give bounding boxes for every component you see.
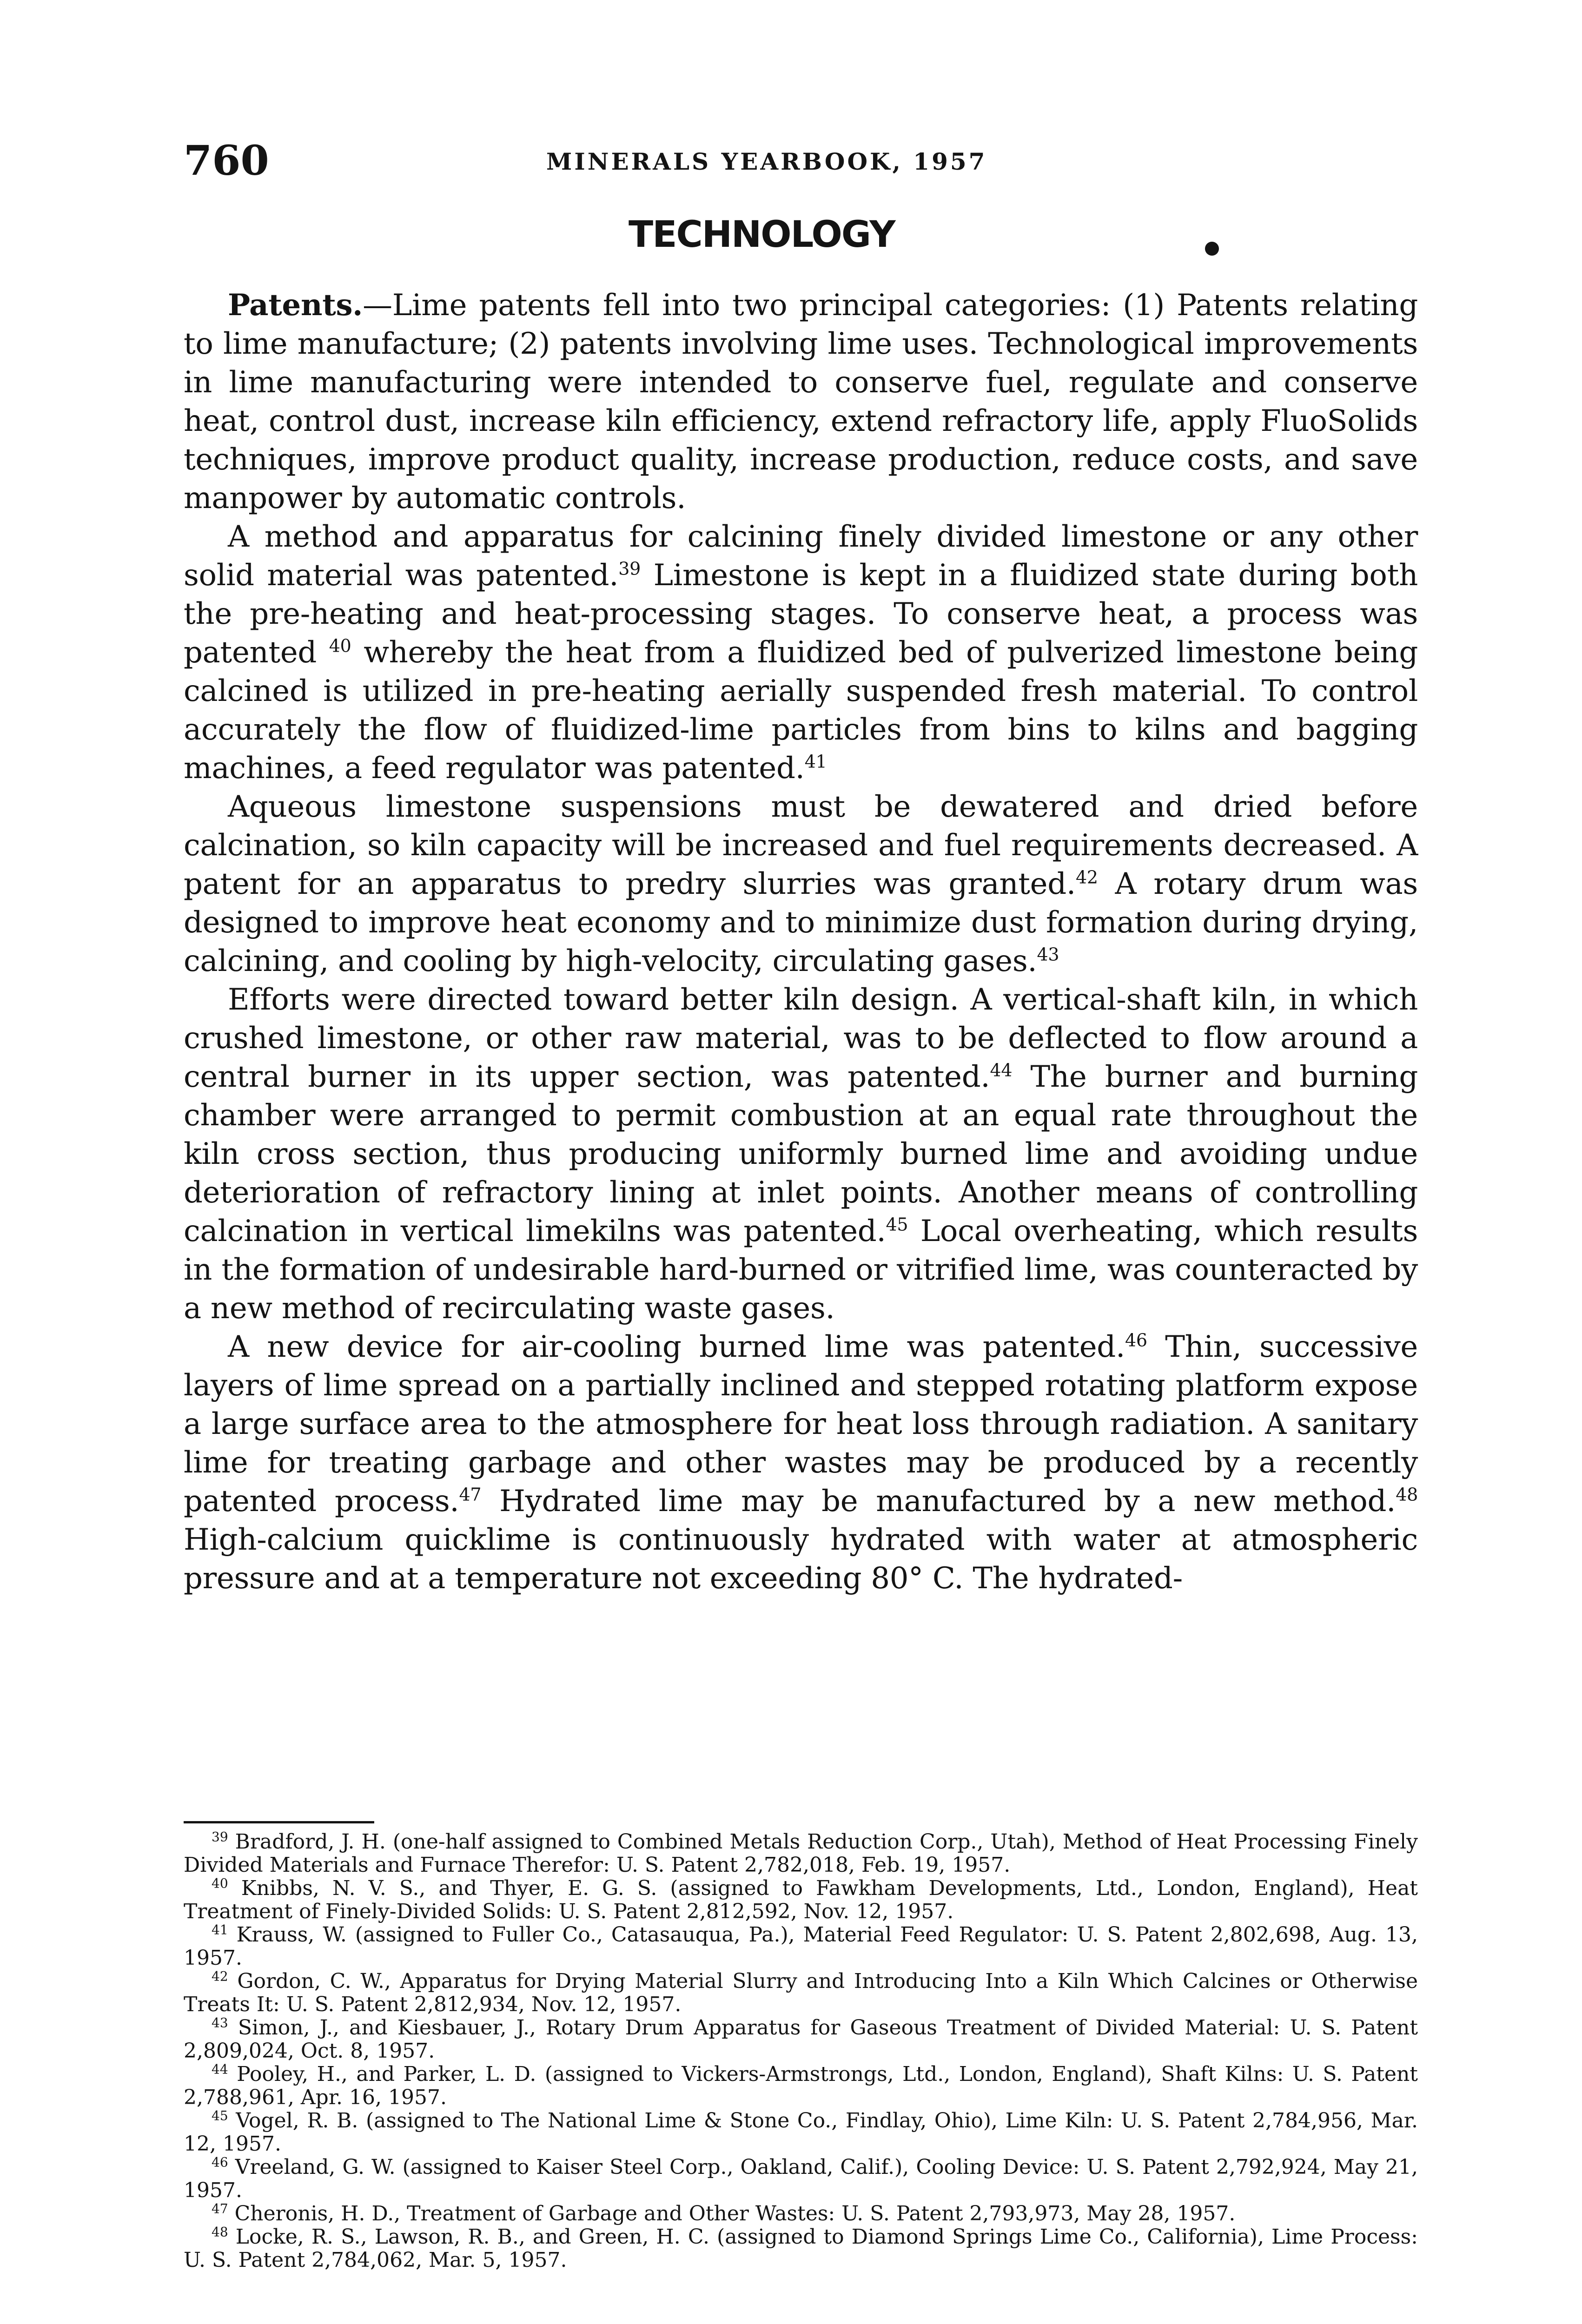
running-header [184,135,1058,191]
footnote-number: 47 [212,2201,228,2217]
section-heading: TECHNOLOGY [629,214,895,256]
paragraph-text: —Lime patents fell into two principal categories: (1) Patents relating to lime manufacture; (2) patents involving lime uses. Technological improvements in lime manufacturing were intended to conserve fuel, regulate and conserve heat, control dust, increase kiln efficiency, extend refractory life, apply FluoSolids techniques, improve product quality, increase production, reduce costs, and save manpower by automatic controls. [184,288,1418,515]
footnote [184,2016,1418,2063]
footnote [184,2202,1418,2225]
paragraph-text: Efforts were directed toward better kiln design. A vertical-shaft kiln, in which crushed limestone, or other raw material, was to be deflected to flow around a central burner in its upper section, was patented. [184,983,1418,1094]
paragraph-patents [184,286,1418,518]
footnote-text: Knibbs, N. V. S., and Thyer, E. G. S. (assigned to Fawkham Developments, Ltd., London, England), Heat Treatment of Finely-Divided Solids: U. S. Patent 2,812,592, Nov. 12, 1957. [184,1876,1418,1923]
paragraph-text: Hydrated lime may be manufactured by a new method. [481,1484,1396,1519]
paragraph-text: High-calcium quicklime is continuously hydrated with water at atmospheric pressure and at a temperature not exceeding 80° C. The hydrated- [184,1523,1418,1596]
paragraph-text: whereby the heat from a fluidized bed of pulverized limestone being calcined is utilized in pre-heating aerially suspended fresh material. To control accurately the flow of fluidized-lime particles from bins to kilns and bagging machines, a feed regulator was patented. [184,635,1418,786]
footnote-text: Vreeland, G. W. (assigned to Kaiser Steel Corp., Oakland, Calif.), Cooling Device: U. S. Patent 2,792,924, May 21, 1957. [184,2155,1418,2202]
paragraph-text: Aqueous limestone suspensions must be dewatered and dried before calcination, so kiln capacity will be increased and fuel requirements decreased. A patent for an apparatus to predry slurries was granted. [184,790,1418,901]
margin-dot-mark [1205,242,1219,256]
footnote-number: 45 [212,2108,228,2124]
footnote-number: 48 [212,2224,228,2240]
paragraph-text: Local overheating, which results in the formation of undesirable hard-burned or vitrified lime, was counteracted by a new method of recirculating waste gases. [184,1214,1418,1326]
footnote-text: Cheronis, H. D., Treatment of Garbage and Other Wastes: U. S. Patent 2,793,973, May 28, 1957. [234,2202,1236,2225]
footnote-ref[interactable]: 47 [459,1484,482,1505]
paragraph-air-cooling [184,1328,1418,1598]
footnote [184,1877,1418,1923]
footnote-text: Gordon, C. W., Apparatus for Drying Material Slurry and Introducing Into a Kiln Which Calcines or Otherwise Treats It: U. S. Patent 2,812,934, Nov. 12, 1957. [184,1969,1418,2016]
footnote-ref[interactable]: 39 [618,558,641,579]
footnote [184,2109,1418,2156]
footnote-text: Pooley, H., and Parker, L. D. (assigned to Vickers-Armstrongs, Ltd., London, England), Shaft Kilns: U. S. Patent 2,788,961, Apr. 16, 1957. [184,2062,1418,2109]
footnote-ref[interactable]: 48 [1396,1484,1418,1505]
paragraph-text: A method and apparatus for calcining finely divided limestone or any other solid material was patented. [184,520,1418,593]
footnote-divider [184,1821,374,1823]
footnotes [184,1830,1418,2272]
footnote-number: 41 [212,1922,228,1938]
paragraph-text: The burner and burning chamber were arranged to permit combustion at an equal rate throughout the kiln cross section, thus producing uniformly burned lime and avoiding undue deterioration of refractory lining at inlet points. Another means of controlling calcination in vertical limekilns was patented. [184,1060,1418,1248]
paragraph-lead: Patents. [228,288,363,323]
journal-title: MINERALS YEARBOOK, 1957 [546,148,987,175]
footnote-ref[interactable]: 41 [804,751,827,772]
footnote-text: Bradford, J. H. (one-half assigned to Combined Metals Reduction Corp., Utah), Method of Heat Processing Finely Divided Materials and Furnace Therefor: U. S. Patent 2,782,018, Feb. 19, 1957. [184,1830,1418,1877]
footnote-text: Locke, R. S., Lawson, R. B., and Green, H. C. (assigned to Diamond Springs Lime Co., California), Lime Process: U. S. Patent 2,784,062, Mar. 5, 1957. [184,2225,1418,2272]
footnote-number: 40 [212,1875,228,1891]
paragraph-kiln-design [184,981,1418,1328]
footnote-number: 46 [212,2154,228,2170]
footnote-number: 42 [212,1968,228,1984]
footnote-ref[interactable]: 44 [990,1060,1013,1081]
body-text [184,286,1418,1598]
footnote [184,2063,1418,2109]
paragraph-text: Thin, successive layers of lime spread on a partially inclined and stepped rotating platform expose a large surface area to the atmosphere for heat loss through radiation. A sanitary lime for treating garbage and other wastes may be produced by a recently patented process. [184,1330,1418,1519]
footnote-text: Krauss, W. (assigned to Fuller Co., Catasauqua, Pa.), Material Feed Regulator: U. S. Patent 2,802,698, Aug. 13, 1957. [184,1923,1418,1970]
footnote [184,1923,1418,1970]
footnote-number: 43 [212,2015,228,2031]
footnote-ref[interactable]: 40 [329,635,351,656]
footnote [184,1970,1418,2016]
paragraph-text: A rotary drum was designed to improve heat economy and to minimize dust formation during drying, calcining, and cooling by high-velocity, circulating gases. [184,867,1418,978]
footnote [184,2156,1418,2202]
footnote-number: 44 [212,2061,228,2077]
footnote-ref[interactable]: 43 [1037,944,1059,965]
paragraph-text: A new device for air-cooling burned lime was patented. [228,1330,1125,1364]
page-number: 760 [184,136,269,185]
footnote-ref[interactable]: 42 [1075,867,1098,888]
paragraph-dewatering [184,788,1418,981]
paragraph-text: Limestone is kept in a fluidized state during both the pre-heating and heat-processing stages. To conserve heat, a process was patented [184,558,1418,670]
footnote-ref[interactable]: 46 [1125,1330,1147,1351]
footnote-text: Vogel, R. B. (assigned to The National Lime & Stone Co., Findlay, Ohio), Lime Kiln: U. S. Patent 2,784,956, Mar. 12, 1957. [184,2109,1418,2156]
footnote [184,2225,1418,2272]
footnote-text: Simon, J., and Kiesbauer, J., Rotary Drum Apparatus for Gaseous Treatment of Divided Material: U. S. Patent 2,809,024, Oct. 8, 1957. [184,2016,1418,2063]
footnote-ref[interactable]: 45 [886,1214,908,1235]
footnote-number: 39 [212,1829,228,1845]
footnote [184,1830,1418,1877]
paragraph-calcining [184,518,1418,788]
